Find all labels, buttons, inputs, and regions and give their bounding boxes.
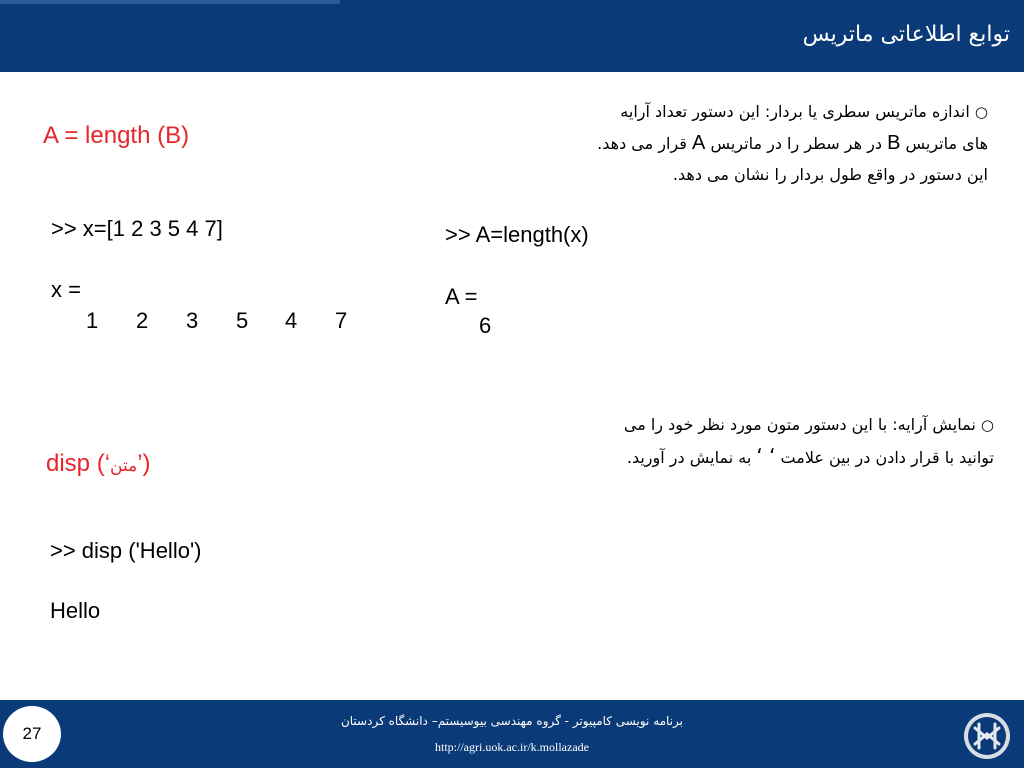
- vector-value: 1: [86, 308, 99, 333]
- disp-line-2-post: به نمایش در آورید.: [626, 448, 752, 467]
- slide-title: توابع اطلاعاتی ماتریس: [802, 22, 1010, 47]
- page-number: 27: [3, 706, 61, 762]
- length-command: >> A=length(x): [445, 222, 589, 247]
- matrix-a-label: A: [692, 132, 706, 154]
- vector-value: 3: [186, 308, 199, 333]
- length-syntax: A = length (B): [43, 122, 190, 149]
- disp-example-output: Hello: [50, 598, 101, 623]
- matrix-b-label: B: [887, 132, 901, 154]
- footer-course-title: برنامه نویسی کامپیوتر - گروه مهندسی بیوسیستم– دانشگاه کردستان: [340, 714, 684, 728]
- length-line-2-mid: در هر سطر را در ماتریس: [710, 134, 882, 153]
- title-bar-accent: [0, 0, 340, 4]
- quote-marks: ‘ ‘: [756, 444, 776, 468]
- length-description: [518, 96, 988, 190]
- vector-value: 4: [285, 308, 298, 333]
- disp-example-input: >> disp ('Hello'): [50, 538, 202, 563]
- footer-url: http://agri.uok.ac.ir/k.mollazade: [435, 740, 589, 754]
- vector-value: 2: [136, 308, 149, 333]
- example-vector-output-label: x =: [51, 277, 81, 302]
- disp-syntax: [46, 450, 151, 478]
- bullet-circle-icon: ○: [980, 416, 994, 434]
- disp-line-2-pre: توانید با قرار دادن در بین علامت: [780, 448, 994, 467]
- disp-syntax-arg: متن: [110, 456, 138, 476]
- length-description-line-3: این دستور در واقع طول بردار را نشان می دهد.: [672, 165, 988, 184]
- example-vector-input: >> x=[1 2 3 5 4 7]: [51, 216, 223, 241]
- university-logo-icon: [962, 711, 1012, 761]
- bullet-circle-icon: ○: [974, 103, 988, 121]
- disp-line-1-text: نمایش آرایه: با این دستور متون مورد نظر خود را می: [623, 415, 976, 434]
- footer-bar: [0, 700, 1024, 768]
- disp-description-line-1: [524, 409, 994, 441]
- vector-value: 5: [236, 308, 249, 333]
- length-line-2-post: قرار می دهد.: [597, 134, 687, 153]
- length-output-label: A =: [445, 284, 478, 309]
- vector-value: 7: [335, 308, 348, 333]
- length-description-line-1: [518, 96, 988, 128]
- disp-syntax-prefix: disp (‘: [46, 450, 111, 477]
- length-description-line-2: [518, 128, 988, 159]
- length-line-2-pre: های ماتریس: [905, 134, 988, 153]
- length-output-value: 6: [479, 313, 492, 338]
- disp-description-line-2: [524, 441, 994, 473]
- length-line-1-text: اندازه ماتریس سطری یا بردار: این دستور تعداد آرایه: [620, 102, 970, 121]
- disp-syntax-suffix: ’): [137, 450, 151, 477]
- disp-description: [524, 409, 994, 473]
